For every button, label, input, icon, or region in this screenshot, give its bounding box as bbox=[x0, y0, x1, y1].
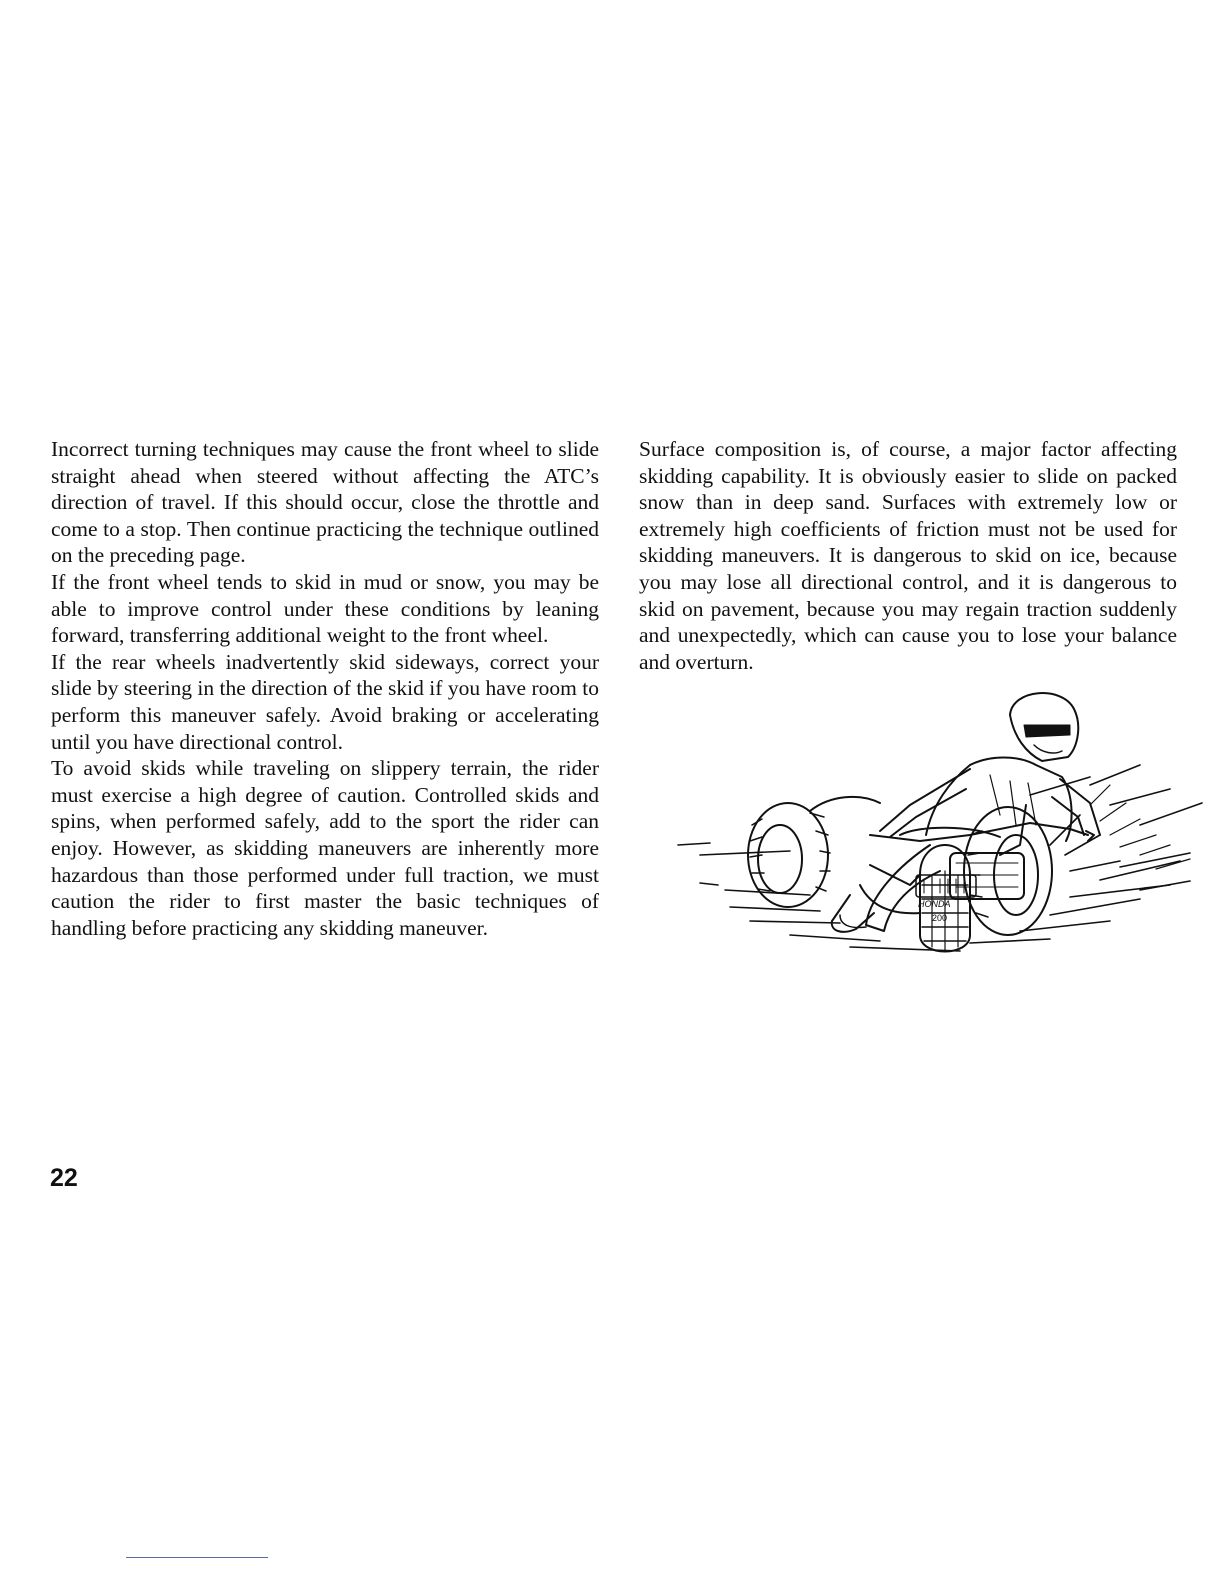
honda-badge bbox=[918, 899, 951, 923]
left-rear-tire bbox=[748, 803, 830, 907]
svg-text:200: 200 bbox=[932, 913, 948, 923]
paragraph-surface-composition: Surface composition is, of course, a major factor affecting skidding capability. It is obviously easier to slide on packed snow than in deep sand. Surfaces with extremely low or extremely high coefficients of friction must not be used for skidding maneuvers. It is dangerous to skid on ice, because you may lose all directional control, and it is dangerous to skid on pavement, because you may regain traction suddenly and unexpectedly, which can cause you to lose your balance and overturn. bbox=[639, 437, 1177, 674]
paragraph-rear-wheel-skid: If the rear wheels inadvertently skid sideways, correct your slide by steering in the direction of the skid if you have room to perform this maneuver safely. Avoid braking or accelerating until you have directional control. bbox=[51, 649, 599, 754]
svg-text:HONDA: HONDA bbox=[918, 899, 951, 909]
bottom-rule bbox=[126, 1557, 268, 1558]
atc-rider-skidding-illustration bbox=[670, 685, 1204, 967]
left-text-column bbox=[51, 436, 599, 941]
right-rear-tire bbox=[964, 807, 1052, 935]
page-number: 22 bbox=[50, 1164, 78, 1192]
headlight bbox=[950, 853, 1024, 899]
atc-body bbox=[810, 797, 1026, 913]
rider bbox=[832, 693, 1100, 932]
right-text-column bbox=[639, 436, 1177, 675]
ground-dust-lines bbox=[678, 765, 1202, 951]
paragraph-front-wheel-slide: Incorrect turning techniques may cause the front wheel to slide straight ahead when steered without affecting the ATC’s direction of travel. If this should occur, close the throttle and come to a stop. Then continue practicing the technique outlined on the preceding page. bbox=[51, 437, 599, 568]
paragraph-avoid-skids: To avoid skids while traveling on slippery terrain, the rider must exercise a high degree of caution. Controlled skids and spins, when performed safely, add to the sport the rider can enjoy. However, as skidding maneuvers are inherently more hazardous than those performed under full traction, we must caution the rider to first master the basic techniques of handling before practicing any skidding maneuver. bbox=[51, 756, 599, 940]
paragraph-mud-snow: If the front wheel tends to skid in mud or snow, you may be able to improve control under these conditions by leaning forward, transferring additional weight to the front wheel. bbox=[51, 569, 599, 648]
